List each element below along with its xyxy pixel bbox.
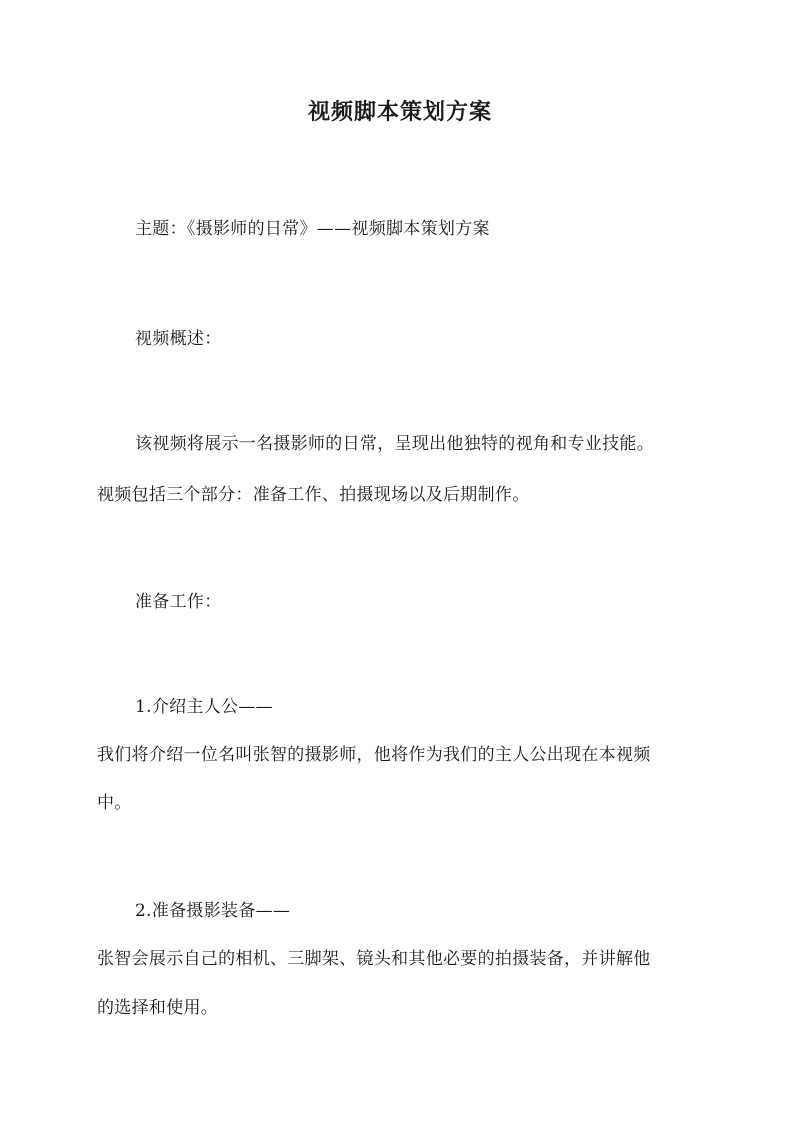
- item-2-line-1: 张智会展示自己的相机、三脚架、镜头和其他必要的拍摄装备，并讲解他: [97, 949, 651, 969]
- item-1-heading: 1.介绍主人公——: [135, 697, 273, 717]
- item-2-heading: 2.准备摄影装备——: [135, 901, 291, 921]
- document-title: 视频脚本策划方案: [307, 99, 492, 125]
- prep-heading: 准备工作：: [135, 592, 222, 612]
- theme-line: 主题：《摄影师的日常》——视频脚本策划方案: [135, 219, 490, 239]
- item-1-line-1: 我们将介绍一位名叫张智的摄影师，他将作为我们的主人公出现在本视频: [97, 745, 651, 765]
- overview-paragraph-line-1: 该视频将展示一名摄影师的日常，呈现出他独特的视角和专业技能。: [135, 434, 654, 454]
- item-2-line-2: 的选择和使用。: [97, 998, 219, 1018]
- overview-heading: 视频概述：: [135, 329, 222, 349]
- item-1-line-2: 中。: [97, 793, 132, 813]
- overview-paragraph-line-2: 视频包括三个部分：准备工作、拍摄现场以及后期制作。: [97, 485, 530, 505]
